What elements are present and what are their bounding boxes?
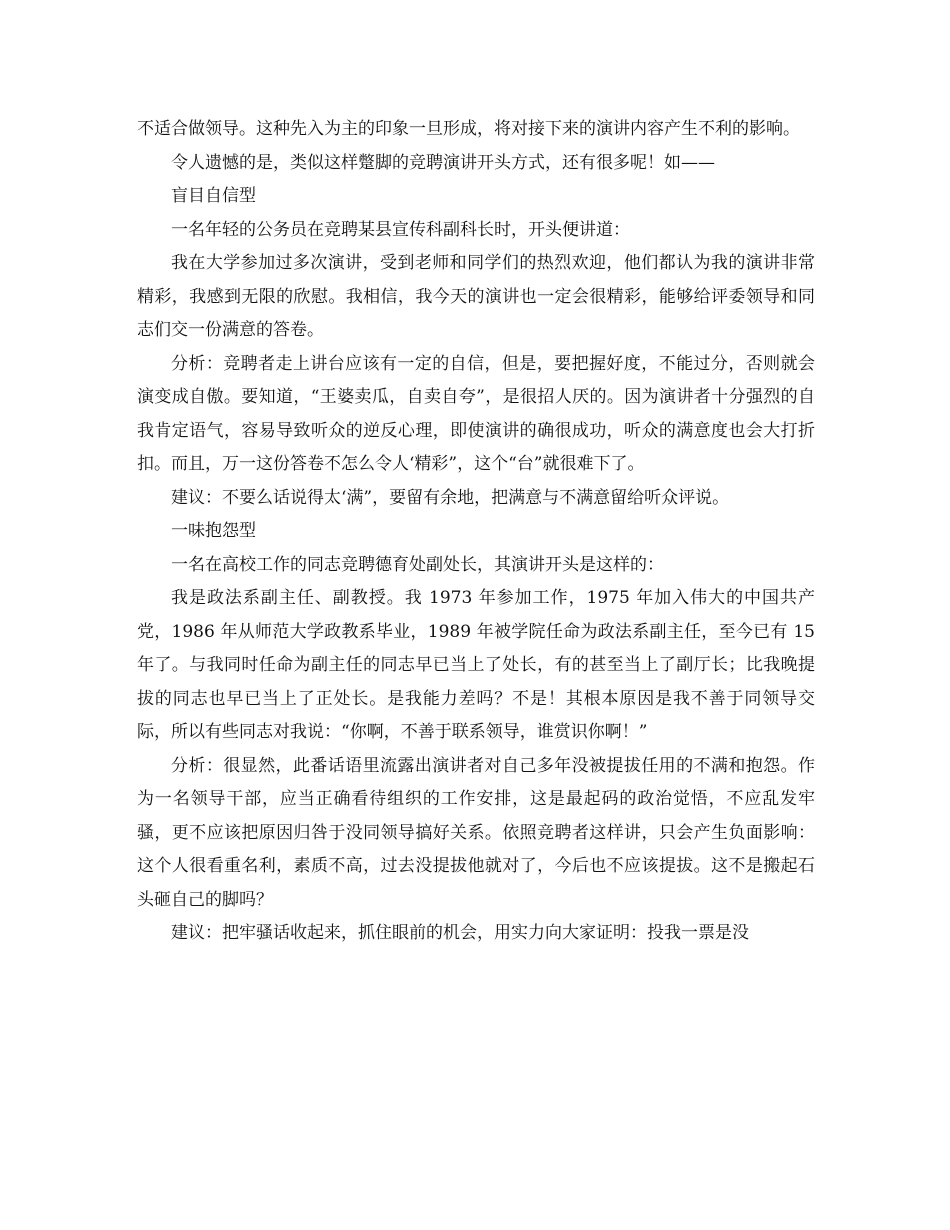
paragraph-example-speech-2: 我是政法系副主任、副教授。我 1973 年参加工作，1975 年加入伟大的中国共产党，1986 年从师范大学政教系毕业，1989 年被学院任命为政法系副主任，至今已有 15 年了。与我同时任命为副主任的同志早已当上了处长，有的甚至当上了副厅长；比我晚提拔的同志也早已当上了正处长。是我能力差吗？不是！其根本原因是我不善于同领导交际，所以有些同志对我说：“你啊，不善于联系领导，谁赏识你啊！”: [137, 588, 815, 742]
paragraph-suggestion-2: 建议：把牢骚话收起来，抓住眼前的机会，用实力向大家证明：投我一票是没: [171, 923, 749, 943]
paragraph-suggestion-1: 建议：不要么话说得太‘满”，要留有余地，把满意与不满意留给听众评说。: [171, 487, 730, 508]
section-heading-complaining: 一味抱怨型: [171, 521, 256, 541]
paragraph-analysis-2: 分析：很显然，此番话语里流露出演讲者对自己多年没被提拔任用的不满和抱怨。作为一名领导干部，应当正确看待组织的工作安排，这是最起码的政治觉悟，不应乱发牢骚，更不应该把原因归咎于没同领导搞好关系。依照竞聘者这样讲，只会产生负面影响：这个人很看重名利，素质不高，过去没提拔他就对了，今后也不应该提拔。这不是搬起石头砸自己的脚吗？: [137, 755, 815, 910]
paragraph-example-intro-1: 一名年轻的公务员在竞聘某县宣传科副科长时，开头便讲道：: [171, 219, 630, 240]
paragraph-example-speech-1: 我在大学参加过多次演讲，受到老师和同学们的热烈欢迎，他们都认为我的演讲非常精彩，我感到无限的欣慰。我相信，我今天的演讲也一定会很精彩，能够给评委领导和同志们交一份满意的答卷。: [137, 253, 815, 340]
paragraph-example-intro-2: 一名在高校工作的同志竞聘德育处副处长，其演讲开头是这样的：: [171, 554, 664, 575]
section-heading-blind-confidence: 盲目自信型: [171, 186, 256, 206]
paragraph-analysis-1: 分析：竞聘者走上讲台应该有一定的自信，但是，要把握好度，不能过分，否则就会演变成自傲。要知道，“王婆卖瓜，自卖自夸”，是很招人厌的。因为演讲者十分强烈的自我肯定语气，容易导致听众的逆反心理，即使演讲的确很成功，听众的满意度也会大打折扣。而且，万一这份答卷不怎么令人‘精彩”，这个“台”就很难下了。: [137, 353, 815, 474]
document-body: [137, 113, 815, 951]
paragraph-continuation: 不适合做领导。这种先入为主的印象一旦形成，将对接下来的演讲内容产生不利的影响。: [137, 119, 800, 139]
paragraph-intro: 令人遗憾的是，类似这样蹩脚的竞聘演讲开头方式，还有很多呢！如——: [171, 152, 715, 173]
